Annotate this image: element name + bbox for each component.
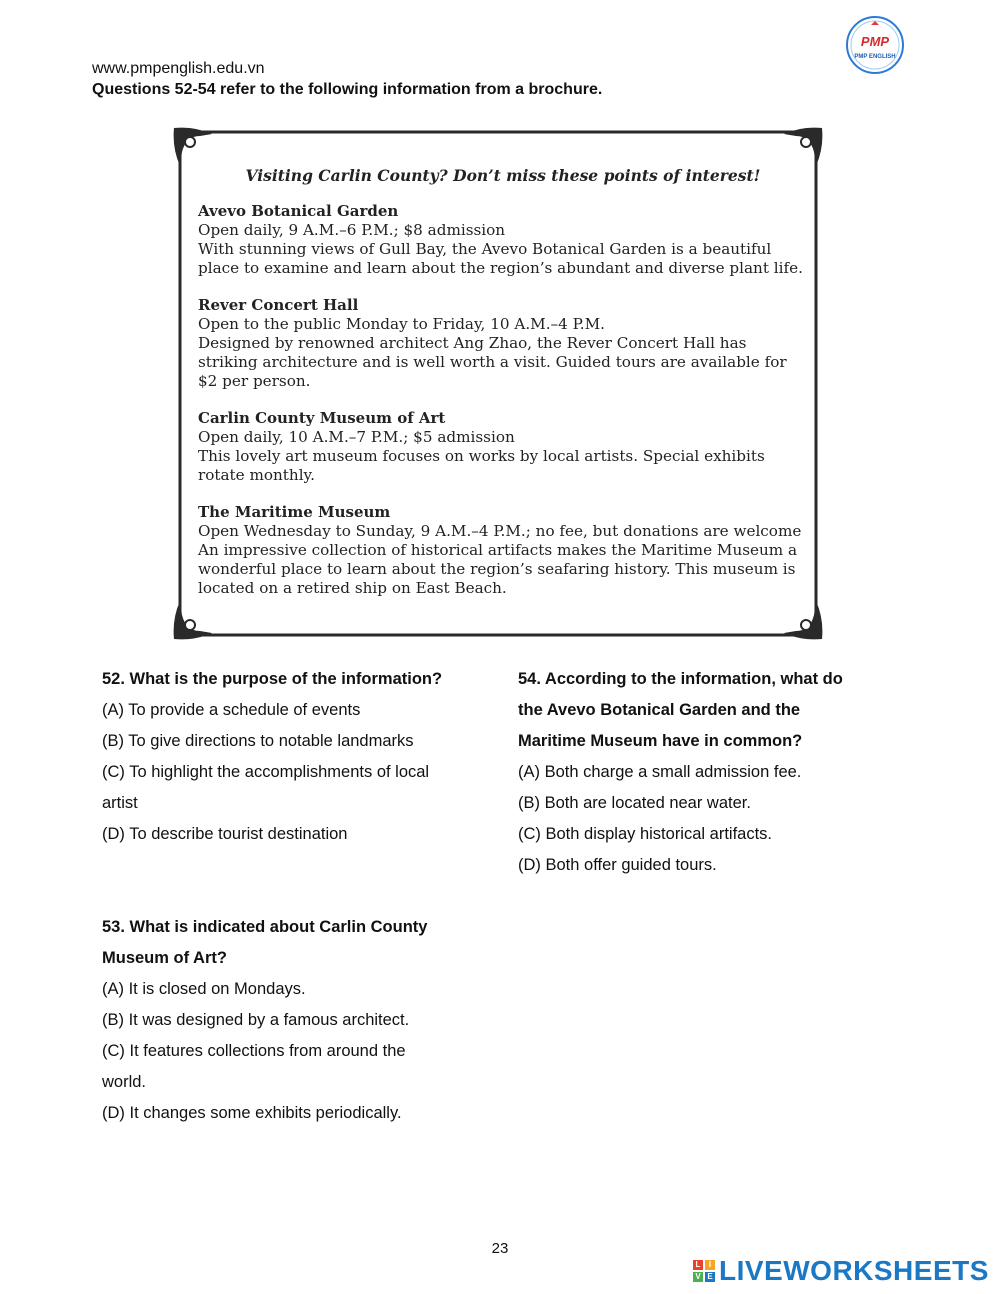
question-stem-continued: the Avevo Botanical Garden and the <box>518 701 801 719</box>
brand-letter: V <box>693 1272 703 1282</box>
option-b[interactable]: (B) To give directions to notable landmarks <box>102 732 414 750</box>
question-54 <box>518 664 918 881</box>
attraction-hours: Open to the public Monday to Friday, 10 A.M.–4 P.M. <box>198 315 605 333</box>
attraction-name: The Maritime Museum <box>198 503 391 521</box>
option-c[interactable]: (C) Both display historical artifacts. <box>518 825 773 843</box>
attraction-description: An impressive collection of historical artifacts makes the Maritime Museum a wonderful place to learn about the region’s seafaring history. This museum is located on a retired ship on East Beach. <box>198 541 798 597</box>
question-stem: 53. What is indicated about Carlin County <box>102 918 428 936</box>
attraction-description: With stunning views of Gull Bay, the Avevo Botanical Garden is a beautiful place to examine and learn about the region’s abundant and diverse plant life. <box>198 240 803 277</box>
option-a[interactable]: (A) To provide a schedule of events <box>102 701 361 719</box>
option-d[interactable]: (D) To describe tourist destination <box>102 825 348 843</box>
website-url: www.pmpenglish.edu.vn <box>92 60 265 77</box>
option-c-continued[interactable]: artist <box>102 794 138 812</box>
question-stem-continued: Museum of Art? <box>102 949 227 967</box>
section-avevo-botanical-garden <box>198 202 808 278</box>
attraction-description: Designed by renowned architect Ang Zhao, the Rever Concert Hall has striking architecture and is well worth a visit. Guided tours are available for $2 per person. <box>198 334 787 390</box>
option-c[interactable]: (C) To highlight the accomplishments of local <box>102 763 430 781</box>
liveworksheets-wordmark: LIVEWORKSHEETS <box>719 1255 989 1286</box>
brand-letter: E <box>705 1272 715 1282</box>
liveworksheets-logo <box>693 1256 989 1286</box>
attraction-hours: Open Wednesday to Sunday, 9 A.M.–4 P.M.; no fee, but donations are welcome <box>198 522 802 540</box>
brochure-box <box>172 126 824 641</box>
brochure-content <box>198 166 808 616</box>
attraction-name: Rever Concert Hall <box>198 296 359 314</box>
question-stem: 54. According to the information, what do <box>518 670 843 688</box>
option-b[interactable]: (B) It was designed by a famous architect. <box>102 1011 410 1029</box>
question-stem-continued: Maritime Museum have in common? <box>518 732 803 750</box>
option-c-continued[interactable]: world. <box>102 1073 147 1091</box>
question-53 <box>102 912 482 1129</box>
attraction-description: This lovely art museum focuses on works by local artists. Special exhibits rotate monthly. <box>198 447 765 484</box>
option-b[interactable]: (B) Both are located near water. <box>518 794 751 812</box>
attraction-name: Carlin County Museum of Art <box>198 409 446 427</box>
question-stem: 52. What is the purpose of the information? <box>102 670 443 688</box>
liveworksheets-icon <box>693 1260 715 1282</box>
attraction-hours: Open daily, 9 A.M.–6 P.M.; $8 admission <box>198 221 506 239</box>
option-d[interactable]: (D) It changes some exhibits periodically. <box>102 1104 402 1122</box>
attraction-name: Avevo Botanical Garden <box>198 202 399 220</box>
option-a[interactable]: (A) It is closed on Mondays. <box>102 980 306 998</box>
page-number: 23 <box>491 1240 509 1257</box>
section-carlin-county-museum-of-art <box>198 409 808 485</box>
brand-letter: L <box>693 1260 703 1270</box>
option-d[interactable]: (D) Both offer guided tours. <box>518 856 717 874</box>
section-rever-concert-hall <box>198 296 808 391</box>
pmp-english-logo <box>845 15 905 75</box>
questions-intro: Questions 52-54 refer to the following information from a brochure. <box>92 81 603 98</box>
option-a[interactable]: (A) Both charge a small admission fee. <box>518 763 802 781</box>
section-maritime-museum <box>198 503 808 598</box>
brand-letter: I <box>705 1260 715 1270</box>
logo-text: PMP <box>860 34 890 49</box>
brochure-title: Visiting Carlin County? Don’t miss these points of interest! <box>245 166 761 185</box>
attraction-hours: Open daily, 10 A.M.–7 P.M.; $5 admission <box>198 428 515 446</box>
question-52 <box>102 664 482 850</box>
logo-subtext: PMP ENGLISH <box>854 54 896 60</box>
option-c[interactable]: (C) It features collections from around the <box>102 1042 406 1060</box>
